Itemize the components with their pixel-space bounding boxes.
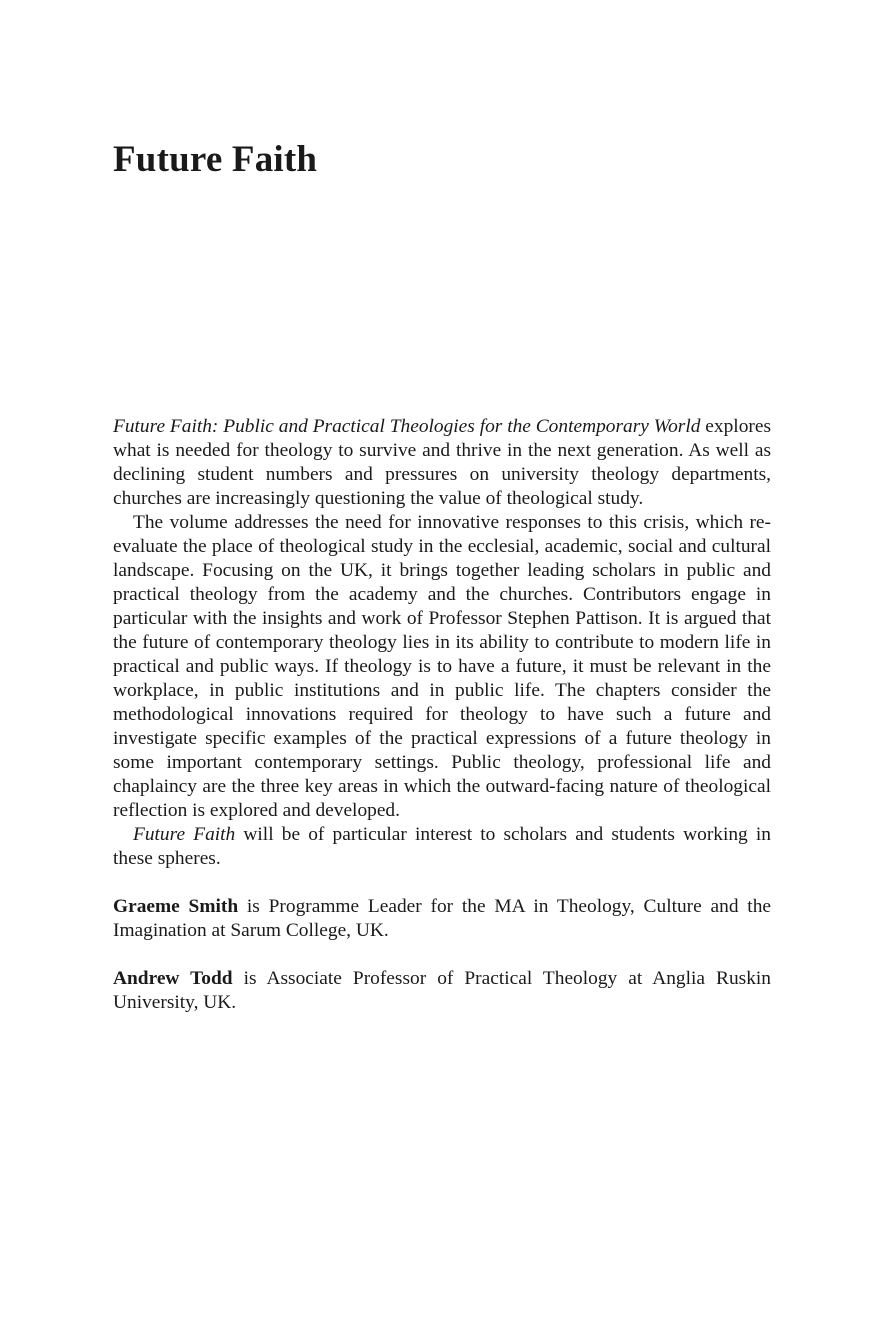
author-name: Andrew Todd [113,968,233,989]
author-bio-text: is Associate Professor of Practical Theology at Anglia Ruskin University, UK. [113,968,771,1013]
description-paragraph-1 [113,415,771,511]
description-paragraph-2: The volume addresses the need for innovative responses to this crisis, which re-evaluate the place of theological study in the ecclesial, academic, social and cultural landscape. Focusing on the UK, it brings together leading scholars in public and practical theology from the academy and the churches. Contributors engage in particular with the insights and work of Professor Stephen Pattison. It is argued that the future of contemporary theology lies in its ability to contribute to modern life in practical and public ways. If theology is to have a future, it must be relevant in the workplace, in public institutions and in public life. The chapters consider the methodological innovations required for theology to have such a future and investigate specific examples of the practical expressions of a future theology in some important contemporary settings. Public theology, professional life and chaplaincy are the three key areas in which the outward-facing nature of theological reflection is explored and developed. [113,512,771,821]
description-paragraph-1-text: explores what is needed for theology to survive and thrive in the next generation. As well as declining student numbers and pressures on university theology departments, churches are increasingly questioning the value of theological study. [113,416,771,509]
book-full-title: Future Faith: Public and Practical Theologies for the Contemporary World [113,416,701,437]
page-title: Future Faith [113,139,318,180]
description-paragraph-3 [113,823,771,871]
author-bio-andrew-todd [113,967,771,1015]
author-bio-text: is Programme Leader for the MA in Theology, Culture and the Imagination at Sarum College, UK. [113,896,771,941]
book-description [113,415,771,1015]
author-name: Graeme Smith [113,896,239,917]
description-paragraph-3-text: will be of particular interest to scholars and students working in these spheres. [113,824,771,869]
author-bio-graeme-smith [113,895,771,943]
book-short-title: Future Faith [133,824,236,845]
